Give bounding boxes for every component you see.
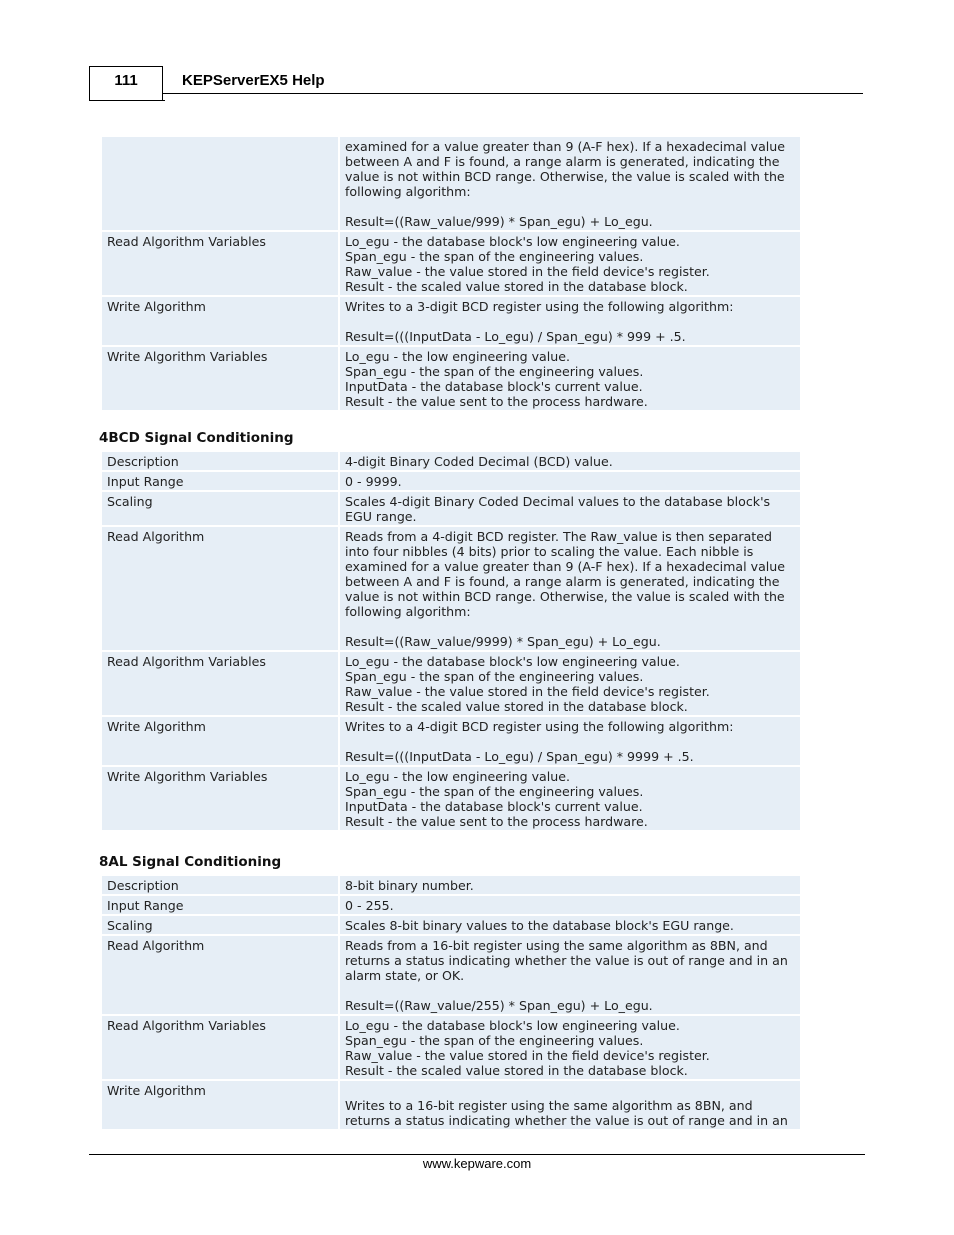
row-label: Write Algorithm <box>102 297 338 345</box>
row-label: Read Algorithm Variables <box>102 652 338 715</box>
table-row <box>102 1081 800 1129</box>
row-text: Writes to a 3-digit BCD register using the following algorithm: Result=(((InputData - Lo_egu) / Span_egu) * 999 + .5. <box>340 297 800 345</box>
row-text: examined for a value greater than 9 (A-F hex). If a hexadecimal value between A and F is found, a range alarm is generated, indicating the value is not within BCD range. Otherwise, the value is scaled with the following algorithm: Result=((Raw_value/999) * Span_egu) + Lo_egu. <box>340 137 800 230</box>
row-label: Write Algorithm Variables <box>102 767 338 830</box>
row-label: Read Algorithm Variables <box>102 232 338 295</box>
row-label: Scaling <box>102 492 338 525</box>
table-row <box>102 936 800 1014</box>
row-text: Lo_egu - the database block's low engineering value. Span_egu - the span of the engineering values. Raw_value - the value stored in the field device's register. Result - the scaled value stored in the database block. <box>340 652 800 715</box>
row-label: Description <box>102 876 338 894</box>
row-text: 8-bit binary number. <box>340 876 800 894</box>
row-label: Write Algorithm <box>102 717 338 765</box>
row-text: 0 - 9999. <box>340 472 800 490</box>
row-text: Reads from a 4-digit BCD register. The Raw_value is then separated into four nibbles (4 bits) prior to scaling the value. Each nibble is examined for a value greater than 9 (A-F hex). If a hexadecimal value between A and F is found, a range alarm is generated, indicating the value is not within BCD range. Otherwise, the value is scaled with the following algorithm: Result=((Raw_value/9999) * Span_egu) + Lo_egu. <box>340 527 800 650</box>
document-title: KEPServerEX5 Help <box>182 72 325 89</box>
table-8al <box>100 874 802 1131</box>
table-row <box>102 1016 800 1079</box>
row-label: Description <box>102 452 338 470</box>
table-row <box>102 717 800 765</box>
row-text: 4-digit Binary Coded Decimal (BCD) value. <box>340 452 800 470</box>
row-text: Lo_egu - the database block's low engineering value. Span_egu - the span of the engineering values. Raw_value - the value stored in the field device's register. Result - the scaled value stored in the database block. <box>340 1016 800 1079</box>
row-text: Lo_egu - the low engineering value. Span_egu - the span of the engineering values. InputData - the database block's current value. Result - the value sent to the process hardware. <box>340 767 800 830</box>
row-text: Lo_egu - the database block's low engineering value. Span_egu - the span of the engineering values. Raw_value - the value stored in the field device's register. Result - the scaled value stored in the database block. <box>340 232 800 295</box>
table-row <box>102 232 800 295</box>
table-row <box>102 896 800 914</box>
table-row <box>102 347 800 410</box>
section-heading-8al: 8AL Signal Conditioning <box>99 854 282 870</box>
table-row <box>102 527 800 650</box>
table-row <box>102 876 800 894</box>
row-text: Writes to a 4-digit BCD register using the following algorithm: Result=(((InputData - Lo_egu) / Span_egu) * 9999 + .5. <box>340 717 800 765</box>
footer-url[interactable]: www.kepware.com <box>422 1156 532 1171</box>
row-label: Input Range <box>102 896 338 914</box>
row-label: Read Algorithm Variables <box>102 1016 338 1079</box>
table-row <box>102 297 800 345</box>
table-row <box>102 916 800 934</box>
table-row <box>102 492 800 525</box>
row-text: Reads from a 16-bit register using the same algorithm as 8BN, and returns a status indicating whether the value is out of range and in an alarm state, or OK. Result=((Raw_value/255) * Span_egu) + Lo_egu. <box>340 936 800 1014</box>
row-text: Writes to a 16-bit register using the same algorithm as 8BN, and returns a status indicating whether the value is out of range and in an <box>340 1081 800 1129</box>
row-text: Scales 4-digit Binary Coded Decimal values to the database block's EGU range. <box>340 492 800 525</box>
table-row <box>102 472 800 490</box>
continued-table <box>100 135 802 412</box>
row-text: 0 - 255. <box>340 896 800 914</box>
row-label: Scaling <box>102 916 338 934</box>
table-row <box>102 452 800 470</box>
table-row <box>102 652 800 715</box>
row-label: Write Algorithm <box>102 1081 338 1129</box>
row-text: Lo_egu - the low engineering value. Span_egu - the span of the engineering values. InputData - the database block's current value. Result - the value sent to the process hardware. <box>340 347 800 410</box>
row-label: Read Algorithm <box>102 527 338 650</box>
footer-rule <box>89 1154 865 1155</box>
row-label: Input Range <box>102 472 338 490</box>
table-row <box>102 137 800 230</box>
table-row <box>102 767 800 830</box>
row-label: Read Algorithm <box>102 936 338 1014</box>
row-label: Write Algorithm Variables <box>102 347 338 410</box>
page-number-box-underline <box>89 100 165 101</box>
section-heading-4bcd: 4BCD Signal Conditioning <box>99 430 294 446</box>
row-label <box>102 137 338 230</box>
header-rule <box>163 93 863 94</box>
row-text: Scales 8-bit binary values to the database block's EGU range. <box>340 916 800 934</box>
table-4bcd <box>100 450 802 832</box>
page-number: 111 <box>114 72 138 89</box>
